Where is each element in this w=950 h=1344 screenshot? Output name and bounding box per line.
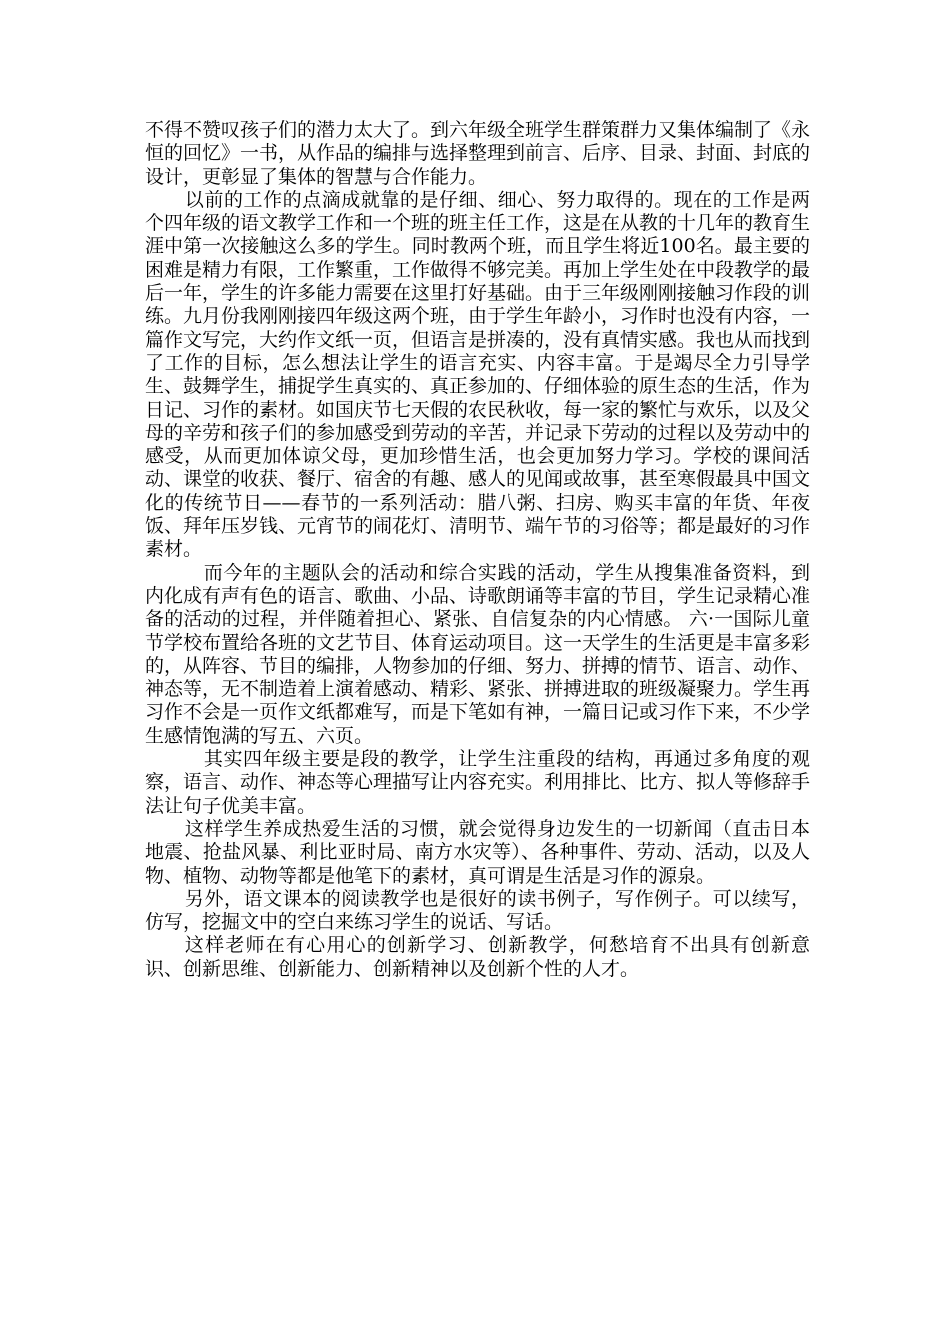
paragraph-2: 以前的工作的点滴成就靠的是仔细、细心、努力取得的。现在的工作是两个四年级的语文教学工作和一个班的班主任工作，这是在从教的十几年的教育生涯中第一次接触这么多的学生。同时教两个班，而且学生将近100名。最主要的困难是精力有限，工作繁重，工作做得不够完美。再加上学生处在中段教学的最后一年，学生的许多能力需要在这里打好基础。由于三年级刚刚接触习作段的训练。九月份我刚刚接四年级这两个班，由于学生年龄小，习作时也没有内容，一篇作文写完，大约作文纸一页，但语言是拼凑的，没有真情实感。我也从而找到了工作的目标，怎么想法让学生的语言充实、内容丰富。于是竭尽全力引导学生、鼓舞学生，捕捉学生真实的、真正参加的、仔细体验的原生态的生活，作为日记、习作的素材。如国庆节七天假的农民秋收，每一家的繁忙与欢乐，以及父母的辛劳和孩子们的参加感受到劳动的辛苦，并记录下劳动的过程以及劳动中的感受，从而更加体谅父母，更加珍惜生活，也会更加努力学习。学校的课间活动、课堂的收获、餐厅、宿舍的有趣、感人的见闻或故事，甚至寒假最具中国文化的传统节日——春节的一系列活动：腊八粥、扫房、购买丰富的年货、年夜饭、拜年压岁钱、元宵节的闹花灯、清明节、端午节的习俗等；都是最好的习作素材。 [145,188,811,561]
paragraph-5: 这样学生养成热爱生活的习惯，就会觉得身边发生的一切新闻（直击日本地震、抢盐风暴、利比亚时局、南方水灾等）、各种事件、劳动、活动，以及人物、植物、动物等都是他笔下的素材，真可谓是生活是习作的源泉。 [145,817,810,887]
paragraph-1: 不得不赞叹孩子们的潜力太大了。到六年级全班学生群策群力又集体编制了《永恒的回忆》一书，从作品的编排与选择整理到前言、后序、目录、封面、封底的设计，更彰显了集体的智慧与合作能力。 [145,119,811,188]
paragraph-6: 另外，语文课本的阅读教学也是很好的读书例子，写作例子。可以续写，仿写，挖掘文中的空白来练习学生的说话、写话。 [145,887,810,934]
paragraph-7: 这样老师在有心用心的创新学习、创新教学，何愁培育不出具有创新意识、创新思维、创新能力、创新精神以及创新个性的人才。 [145,934,810,980]
document-body [145,119,810,981]
paragraph-3: 而今年的主题队会的活动和综合实践的活动，学生从搜集准备资料，到内化成有声有色的语言、歌曲、小品、诗歌朗诵等丰富的节目，学生记录精心准备的活动的过程，并伴随着担心、紧张、自信复杂的内心情感。 六·一国际儿童节学校布置给各班的文艺节目、体育运动项目。这一天学生的生活更是丰富多彩的，从阵容、节目的编排，人物参加的仔细、努力、拼搏的情节、语言、动作、神态等，无不制造着上演着感动、精彩、紧张、拼搏进取的班级凝聚力。学生再习作不会是一页作文纸都难写，而是下笔如有神，一篇日记或习作下来，不少学生感情饱满的写五、六页。 [145,561,811,747]
paragraph-4: 其实四年级主要是段的教学，让学生注重段的结构，再通过多角度的观察，语言、动作、神态等心理描写让内容充实。利用排比、比方、拟人等修辞手法让句子优美丰富。 [145,748,811,817]
